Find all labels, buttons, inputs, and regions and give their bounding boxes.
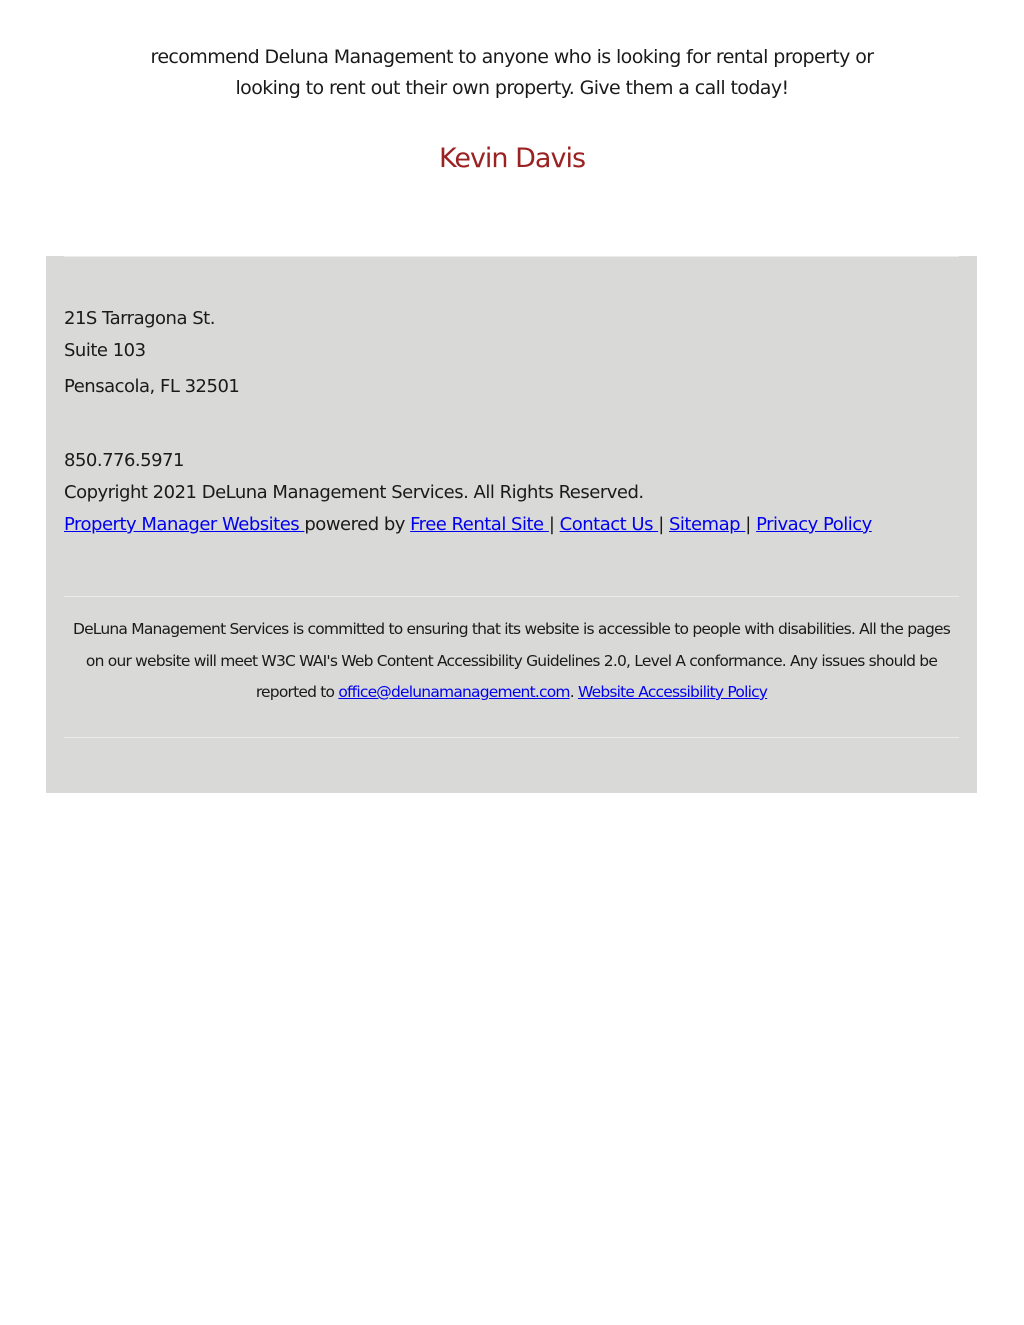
testimonial-line-1: recommend Deluna Management to anyone who is looking for rental property or	[150, 46, 874, 68]
address-city: Pensacola, FL 32501	[64, 376, 240, 397]
testimonial-author: Kevin Davis	[438, 143, 586, 174]
accessibility-policy-link[interactable]: Website Accessibility Policy	[577, 683, 768, 701]
testimonial-line-2: looking to rent out their own property. Give them a call today!	[235, 77, 789, 99]
site-footer	[46, 256, 977, 793]
link-separator: |	[548, 514, 555, 535]
accessibility-text: DeLuna Management Services is committed to ensuring that its website is accessible to people with disabilities. All the pages on our website will meet W3C WAI's Web Content Accessibility Guidelines 2.0, Level A conformance. Any issues should be reported to	[72, 620, 951, 701]
phone-number: 850.776.5971	[64, 450, 184, 471]
accessibility-statement	[70, 614, 953, 709]
sitemap-link[interactable]: Sitemap	[669, 514, 746, 535]
testimonial-text	[100, 42, 924, 104]
footer-links	[64, 514, 872, 535]
contact-us-link[interactable]: Contact Us	[559, 514, 659, 535]
accessibility-period: .	[569, 683, 578, 701]
footer-bottom-divider	[64, 737, 959, 738]
footer-divider	[64, 596, 959, 597]
accessibility-email-link[interactable]: office@delunamanagement.com	[338, 683, 570, 701]
free-rental-site-link[interactable]: Free Rental Site	[410, 514, 549, 535]
link-separator: |	[658, 514, 664, 535]
copyright-text: Copyright 2021 DeLuna Management Services. All Rights Reserved.	[64, 482, 644, 503]
address-suite: Suite 103	[64, 340, 146, 361]
footer-top-divider	[64, 256, 959, 257]
privacy-policy-link[interactable]: Privacy Policy	[756, 514, 872, 535]
property-manager-websites-link[interactable]: Property Manager Websites	[64, 514, 305, 535]
powered-by-text: powered by	[304, 514, 411, 535]
link-separator: |	[745, 514, 751, 535]
address-street: 21S Tarragona St.	[64, 308, 215, 329]
